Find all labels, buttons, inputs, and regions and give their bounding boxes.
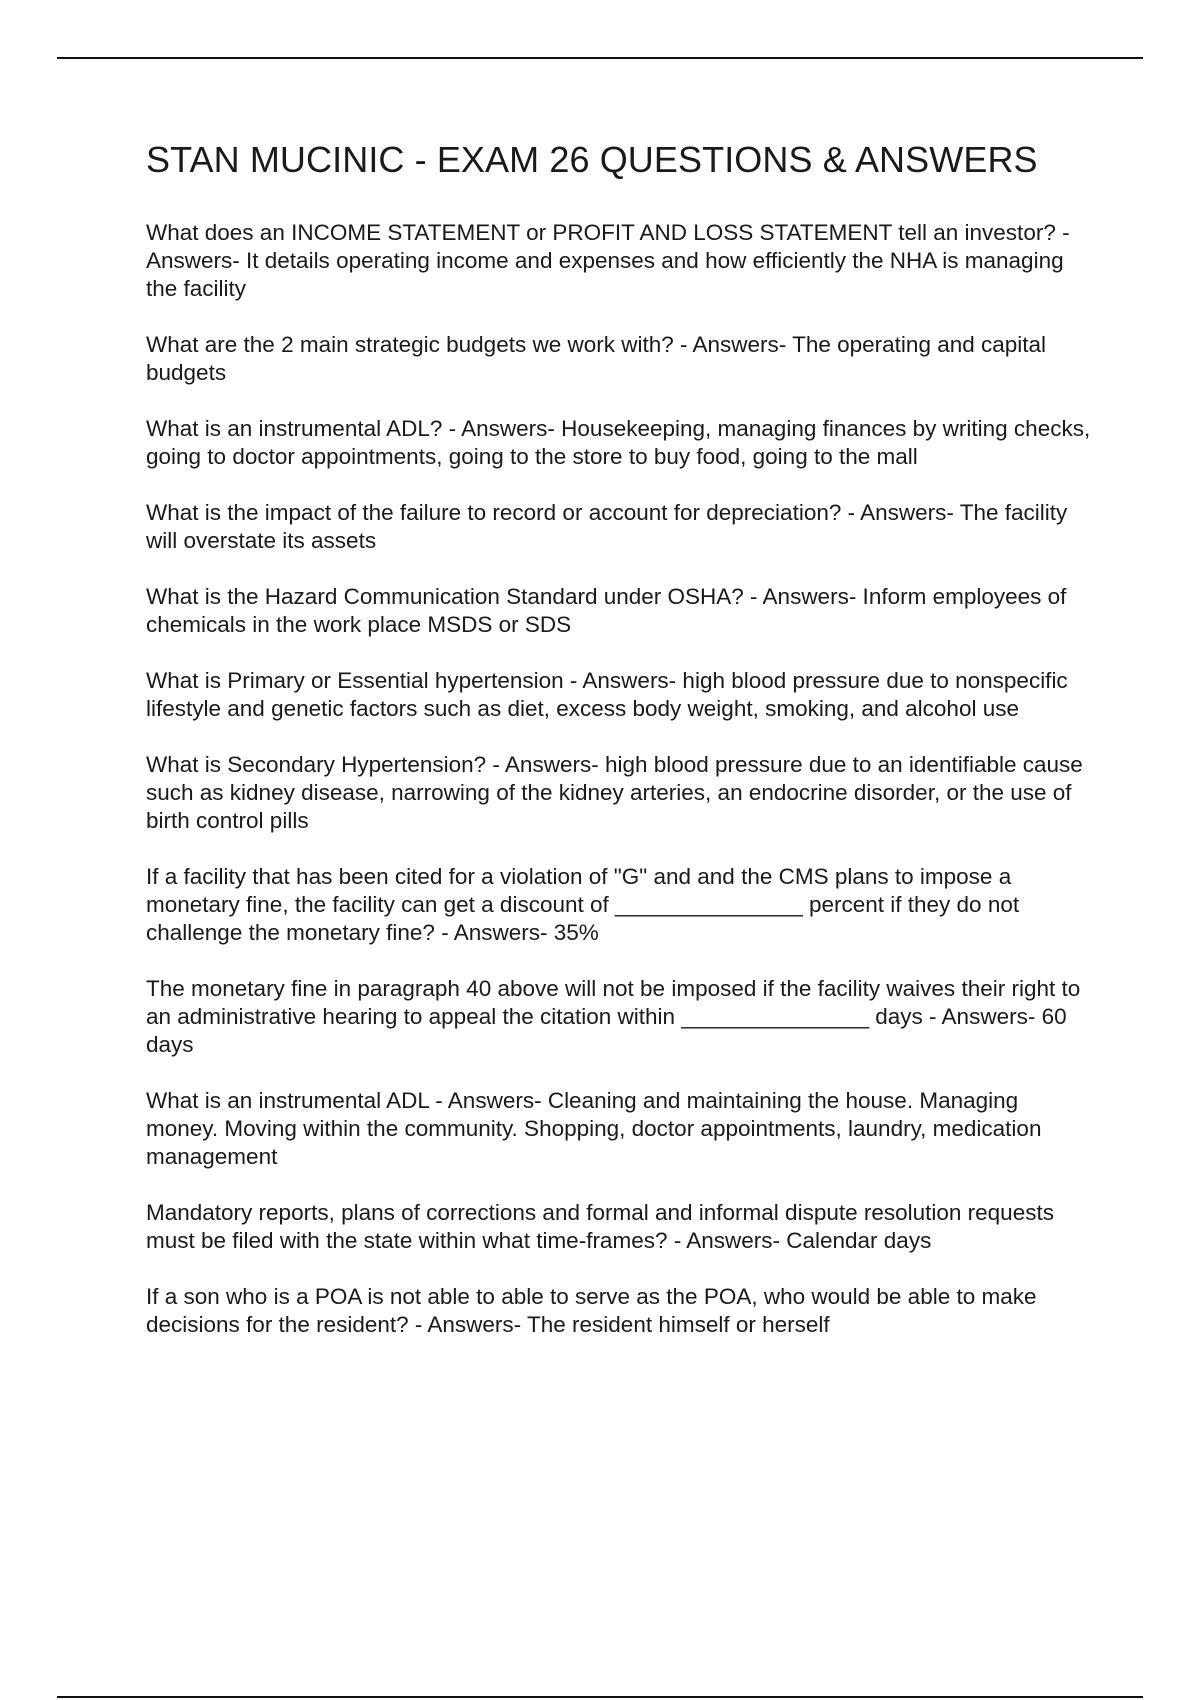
qa-item-4: What is the impact of the failure to record or account for depreciation? - Answers- The facility will overstate its assets <box>146 500 1068 554</box>
bottom-divider <box>57 1696 1143 1698</box>
top-divider <box>57 57 1143 59</box>
qa-item-5: What is the Hazard Communication Standard under OSHA? - Answers- Inform employees of chemicals in the work place MSDS or SDS <box>146 584 1067 638</box>
qa-item-9: The monetary fine in paragraph 40 above will not be imposed if the facility waives their right to an administrative hearing to appeal the citation within _______________ days - Answers- 60 days <box>146 976 1081 1058</box>
qa-item-11: Mandatory reports, plans of corrections and formal and informal dispute resolution requests must be filed with the state within what time-frames? - Answers- Calendar days <box>146 1200 1054 1254</box>
document-body <box>146 138 1091 1367</box>
qa-item-10: What is an instrumental ADL - Answers- Cleaning and maintaining the house. Managing money. Moving within the community. Shopping, doctor appointments, laundry, medication management <box>146 1088 1042 1170</box>
qa-item-6: What is Primary or Essential hypertension - Answers- high blood pressure due to nonspecific lifestyle and genetic factors such as diet, excess body weight, smoking, and alcohol use <box>146 668 1068 722</box>
qa-item-7: What is Secondary Hypertension? - Answers- high blood pressure due to an identifiable cause such as kidney disease, narrowing of the kidney arteries, an endocrine disorder, or the use of birth control pills <box>146 752 1083 834</box>
qa-item-3: What is an instrumental ADL? - Answers- Housekeeping, managing finances by writing checks, going to doctor appointments, going to the store to buy food, going to the mall <box>146 416 1091 470</box>
qa-item-8: If a facility that has been cited for a violation of "G" and and the CMS plans to impose a monetary fine, the facility can get a discount of _______________ percent if they do not challenge the monetary fine? - Answers- 35% <box>146 864 1020 946</box>
qa-item-12: If a son who is a POA is not able to able to serve as the POA, who would be able to make decisions for the resident? - Answers- The resident himself or herself <box>146 1284 1037 1338</box>
qa-item-1: What does an INCOME STATEMENT or PROFIT AND LOSS STATEMENT tell an investor? - Answers- It details operating income and expenses and how efficiently the NHA is managing the facility <box>146 220 1070 302</box>
document-title: STAN MUCINIC - EXAM 26 QUESTIONS & ANSWERS <box>146 139 1038 180</box>
qa-item-2: What are the 2 main strategic budgets we work with? - Answers- The operating and capital budgets <box>146 332 1047 386</box>
